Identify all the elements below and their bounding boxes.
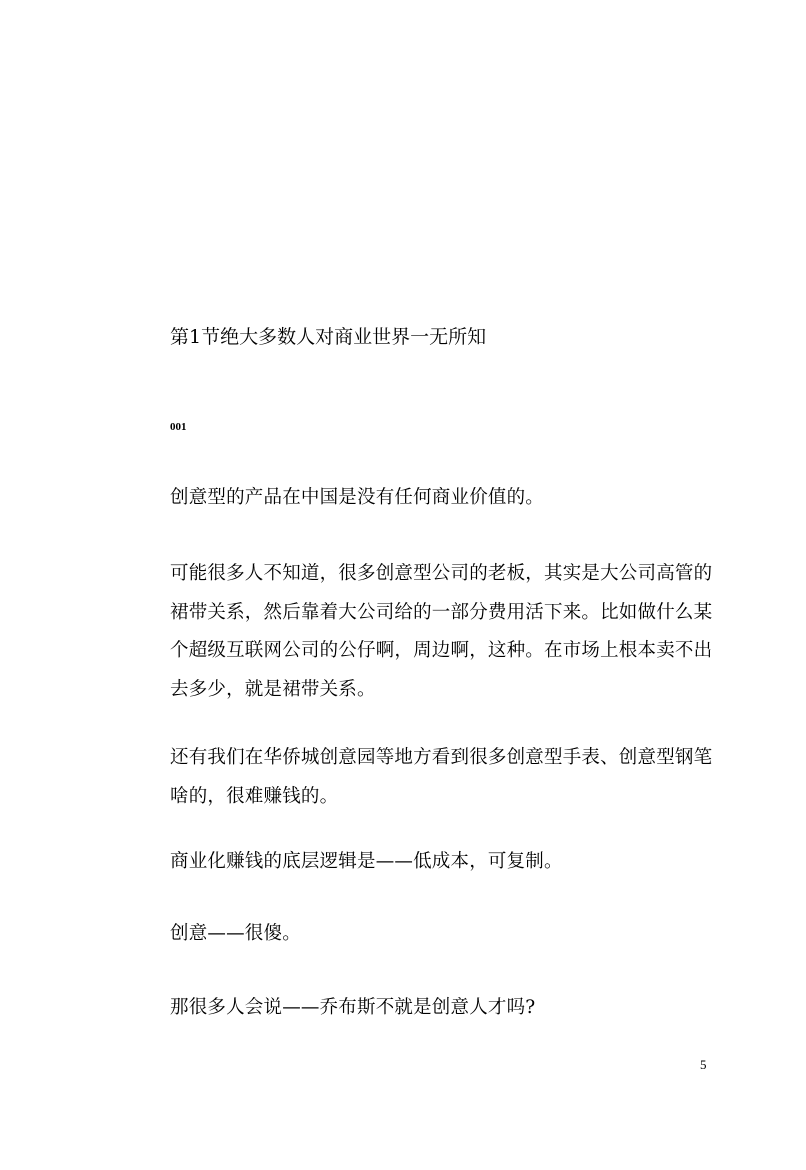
paragraph: 创意型的产品在中国是没有任何商业价值的。 [170,487,545,508]
paragraph: 还有我们在华侨城创意园等地方看到很多创意型手表、创意型钢笔啥的，很难赚钱的。 [170,747,713,807]
section-heading: 第1节绝大多数人对商业世界一无所知 [170,326,487,348]
paragraph: 那很多人会说——乔布斯不就是创意人才吗? [170,997,536,1018]
page-number: 5 [700,1057,707,1072]
paragraph: 可能很多人不知道，很多创意型公司的老板，其实是大公司高管的裙带关系，然后靠着大公司给的一部分费用活下来。比如做什么某个超级互联网公司的公仔啊，周边啊，这种。在市场上根本卖不出去多少，就是裙带关系。 [170,563,713,700]
section-number: 001 [170,421,187,433]
paragraph: 创意——很傻。 [170,923,301,944]
paragraph: 商业化赚钱的底层逻辑是——低成本，可复制。 [170,851,563,872]
